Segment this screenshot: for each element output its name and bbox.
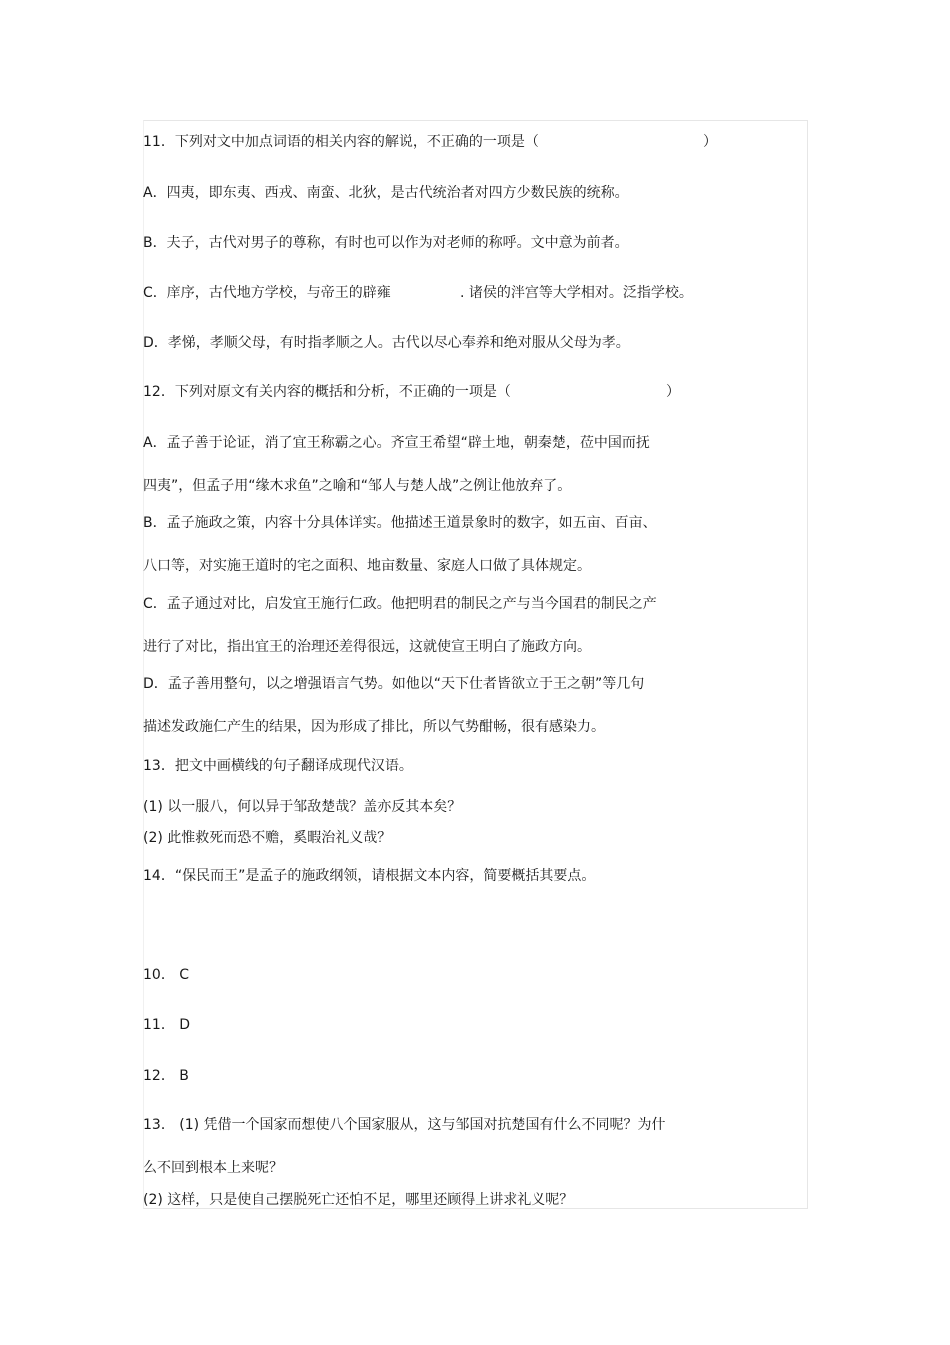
answer-11: 11． D <box>143 1017 191 1033</box>
q11-option-a: A．四夷，即东夷、西戎、南蛮、北狄，是古代统治者对四方少数民族的统称。 <box>143 185 629 201</box>
q11-option-c-part2: . 诸侯的泮宫等大学相对。泛指学校。 <box>460 285 693 301</box>
q12-option-c-line2: 进行了对比，指出宜王的治理还差得很远，这就使宣王明白了施政方向。 <box>143 639 591 655</box>
q12-option-a-line2: 四夷”，但孟子用“缘木求鱼”之喻和“邹人与楚人战”之例让他放弃了。 <box>143 478 572 494</box>
q11-option-d: D．孝悌，孝顺父母，有时指孝顺之人。古代以尽心奉养和绝对服从父母为孝。 <box>143 335 630 351</box>
q12-option-d-line1: D．孟子善用整句，以之增强语言气势。如他以“天下仕者皆欲立于王之朝”等几句 <box>143 676 645 692</box>
q11-paren-close: ） <box>703 134 717 150</box>
q12-option-c-line1: C．孟子通过对比，启发宜王施行仁政。他把明君的制民之产与当今国君的制民之产 <box>143 596 657 612</box>
q11-option-c-part1: C．庠序，古代地方学校，与帝王的辟雍 <box>143 285 391 301</box>
q12-stem: 12．下列对原文有关内容的概括和分析，不正确的一项是（ <box>143 384 511 400</box>
q12-option-a-line1: A．孟子善于论证，消了宜王称霸之心。齐宣王希望“辟土地，朝秦楚，莅中国而抚 <box>143 435 650 451</box>
answer-13-line2: 么不回到根本上来呢？ <box>143 1160 283 1176</box>
q12-paren-close: ） <box>666 384 680 400</box>
answer-13-line1: 13． (1) 凭借一个国家而想使八个国家服从，这与邹国对抗楚国有什么不同呢？为什 <box>143 1117 666 1133</box>
q14-stem: 14．“保民而王”是孟子的施政纲领，请根据文本内容，简要概括其要点。 <box>143 868 596 884</box>
q12-option-d-line2: 描述发政施仁产生的结果，因为形成了排比，所以气势酣畅，很有感染力。 <box>143 719 605 735</box>
q12-option-b-line1: B．孟子施政之策，内容十分具体详实。他描述王道景象时的数字，如五亩、百亩、 <box>143 515 657 531</box>
answer-10: 10． C <box>143 967 190 983</box>
q13-stem: 13．把文中画横线的句子翻译成现代汉语。 <box>143 758 413 774</box>
q11-option-b: B．夫子，古代对男子的尊称，有时也可以作为对老师的称呼。文中意为前者。 <box>143 235 629 251</box>
q11-stem: 11．下列对文中加点词语的相关内容的解说，不正确的一项是（ <box>143 134 539 150</box>
q12-option-b-line2: 八口等，对实施王道时的宅之面积、地亩数量、家庭人口做了具体规定。 <box>143 558 591 574</box>
q13-sentence-1: (1) 以一服八，何以异于邹敌楚哉？盖亦反其本矣？ <box>143 799 462 815</box>
answer-13-line3: (2) 这样，只是使自己摆脱死亡还怕不足，哪里还顾得上讲求礼义呢？ <box>143 1192 574 1208</box>
answer-12: 12． B <box>143 1068 189 1084</box>
q13-sentence-2: (2) 此惟救死而恐不赡，奚暇治礼义哉？ <box>143 830 392 846</box>
